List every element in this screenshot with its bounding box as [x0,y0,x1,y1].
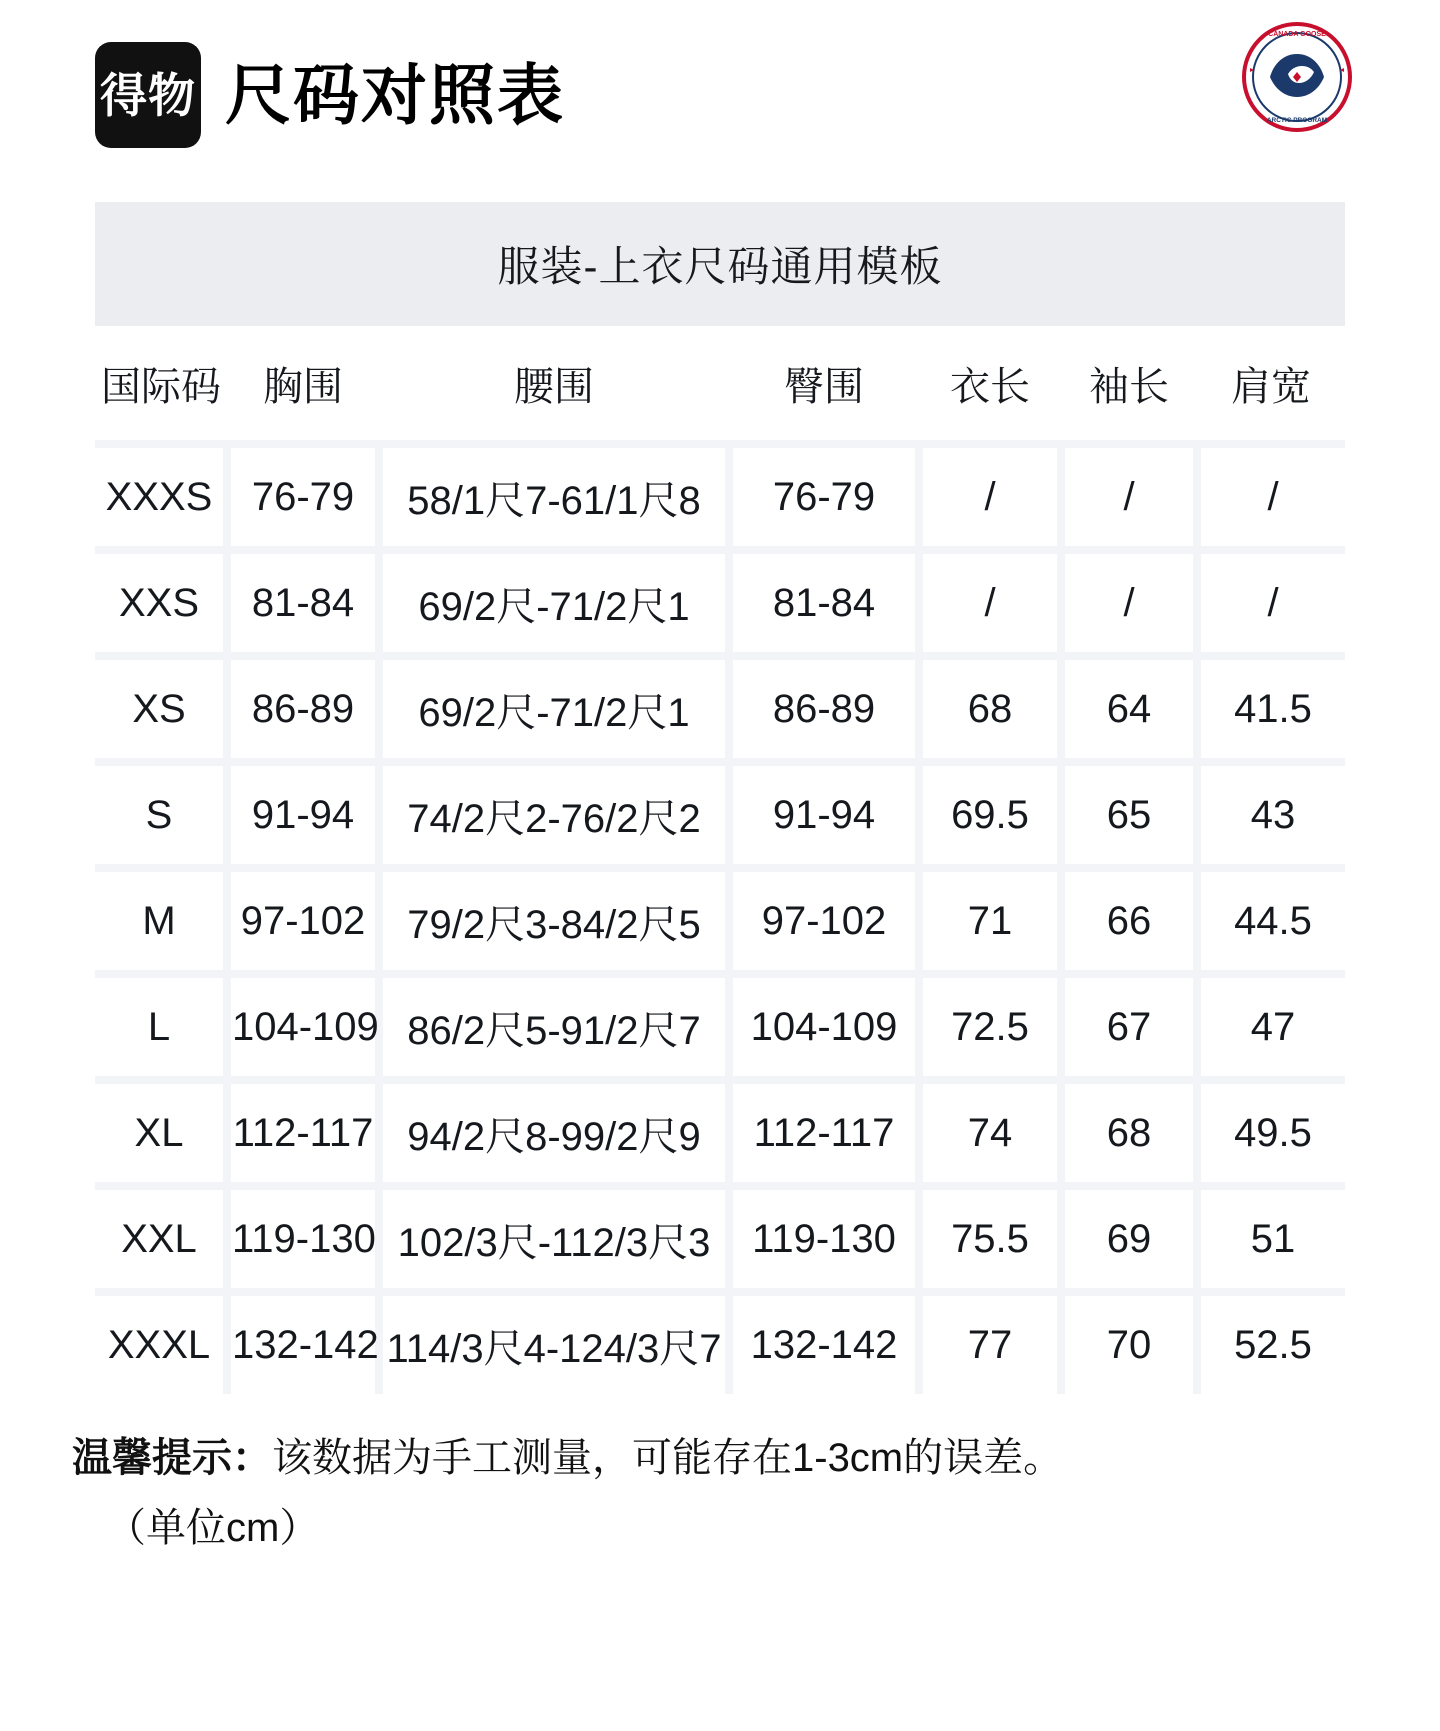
cell-size: L [95,974,227,1080]
size-table-body [95,444,1345,1394]
cell-waist: 94/2尺8-99/2尺9 [379,1080,729,1186]
cell-shoulder: 49.5 [1197,1080,1345,1186]
cell-bust: 81-84 [227,550,379,656]
cell-size: XXL [95,1186,227,1292]
cell-waist: 69/2尺-71/2尺1 [379,656,729,762]
table-row [95,1080,1345,1186]
cell-waist: 79/2尺3-84/2尺5 [379,868,729,974]
column-header-size: 国际码 [95,326,227,444]
cell-waist: 102/3尺-112/3尺3 [379,1186,729,1292]
cell-sleeve: 68 [1061,1080,1197,1186]
svg-text:CANADA GOOSE: CANADA GOOSE [1268,31,1326,38]
table-row [95,550,1345,656]
cell-hip: 132-142 [729,1292,919,1394]
size-table-card [95,202,1345,1394]
size-table-title: 服装-上衣尺码通用模板 [95,202,1345,326]
cell-bust: 104-109 [227,974,379,1080]
cell-waist: 86/2尺5-91/2尺7 [379,974,729,1080]
cell-length: 69.5 [919,762,1061,868]
column-header-bust: 胸围 [227,326,379,444]
cell-size: XXXS [95,444,227,550]
cell-size: M [95,868,227,974]
cell-hip: 112-117 [729,1080,919,1186]
column-header-sleeve: 袖长 [1061,326,1197,444]
cell-shoulder: 47 [1197,974,1345,1080]
page-title: 尺码对照表 [225,58,565,132]
cell-sleeve: / [1061,550,1197,656]
column-header-hip: 臀围 [729,326,919,444]
column-header-waist: 腰围 [379,326,729,444]
cell-length: 71 [919,868,1061,974]
cell-shoulder: / [1197,550,1345,656]
cell-sleeve: 70 [1061,1292,1197,1394]
cell-hip: 86-89 [729,656,919,762]
table-row [95,1292,1345,1394]
cell-length: 75.5 [919,1186,1061,1292]
size-table-head [95,326,1345,444]
cell-length: 72.5 [919,974,1061,1080]
canada-goose-logo-icon [1242,22,1352,132]
cell-sleeve: 66 [1061,868,1197,974]
cell-waist: 114/3尺4-124/3尺7 [379,1292,729,1394]
cell-shoulder: 43 [1197,762,1345,868]
table-row [95,656,1345,762]
cell-hip: 81-84 [729,550,919,656]
cell-size: S [95,762,227,868]
svg-text:ARCTIC PROGRAM: ARCTIC PROGRAM [1266,117,1328,124]
brand-badge [95,42,201,148]
brand-badge-label: 得物 [100,68,196,122]
cell-hip: 97-102 [729,868,919,974]
cell-shoulder: 41.5 [1197,656,1345,762]
note-text: 该数据为手工测量，可能存在1-3cm的误差。 [272,1436,1064,1480]
size-table [95,326,1345,1394]
cell-hip: 76-79 [729,444,919,550]
table-row [95,868,1345,974]
cell-waist: 58/1尺7-61/1尺8 [379,444,729,550]
note-label: 温馨提示： [72,1436,272,1480]
cell-shoulder: 52.5 [1197,1292,1345,1394]
cell-length: 77 [919,1292,1061,1394]
cell-bust: 86-89 [227,656,379,762]
cell-bust: 97-102 [227,868,379,974]
cell-bust: 119-130 [227,1186,379,1292]
cell-size: XL [95,1080,227,1186]
cell-bust: 91-94 [227,762,379,868]
cell-hip: 104-109 [729,974,919,1080]
cell-sleeve: 65 [1061,762,1197,868]
cell-bust: 132-142 [227,1292,379,1394]
cell-shoulder: 51 [1197,1186,1345,1292]
cell-length: 68 [919,656,1061,762]
page-header [0,0,1440,190]
column-header-shoulder: 肩宽 [1197,326,1345,444]
table-row [95,444,1345,550]
cell-bust: 76-79 [227,444,379,550]
column-header-length: 衣长 [919,326,1061,444]
cell-length: / [919,550,1061,656]
table-row [95,1186,1345,1292]
cell-waist: 74/2尺2-76/2尺2 [379,762,729,868]
cell-shoulder: 44.5 [1197,868,1345,974]
cell-hip: 91-94 [729,762,919,868]
cell-sleeve: 67 [1061,974,1197,1080]
footer-note [72,1428,1345,1558]
cell-shoulder: / [1197,444,1345,550]
table-header-row [95,326,1345,444]
cell-sleeve: / [1061,444,1197,550]
table-row [95,974,1345,1080]
size-table-container [95,326,1345,1394]
note-unit: （单位cm） [106,1506,320,1550]
cell-bust: 112-117 [227,1080,379,1186]
cell-length: / [919,444,1061,550]
cell-size: XXS [95,550,227,656]
cell-hip: 119-130 [729,1186,919,1292]
cell-sleeve: 69 [1061,1186,1197,1292]
cell-length: 74 [919,1080,1061,1186]
cell-size: XXXL [95,1292,227,1394]
cell-waist: 69/2尺-71/2尺1 [379,550,729,656]
cell-sleeve: 64 [1061,656,1197,762]
table-row [95,762,1345,868]
cell-size: XS [95,656,227,762]
